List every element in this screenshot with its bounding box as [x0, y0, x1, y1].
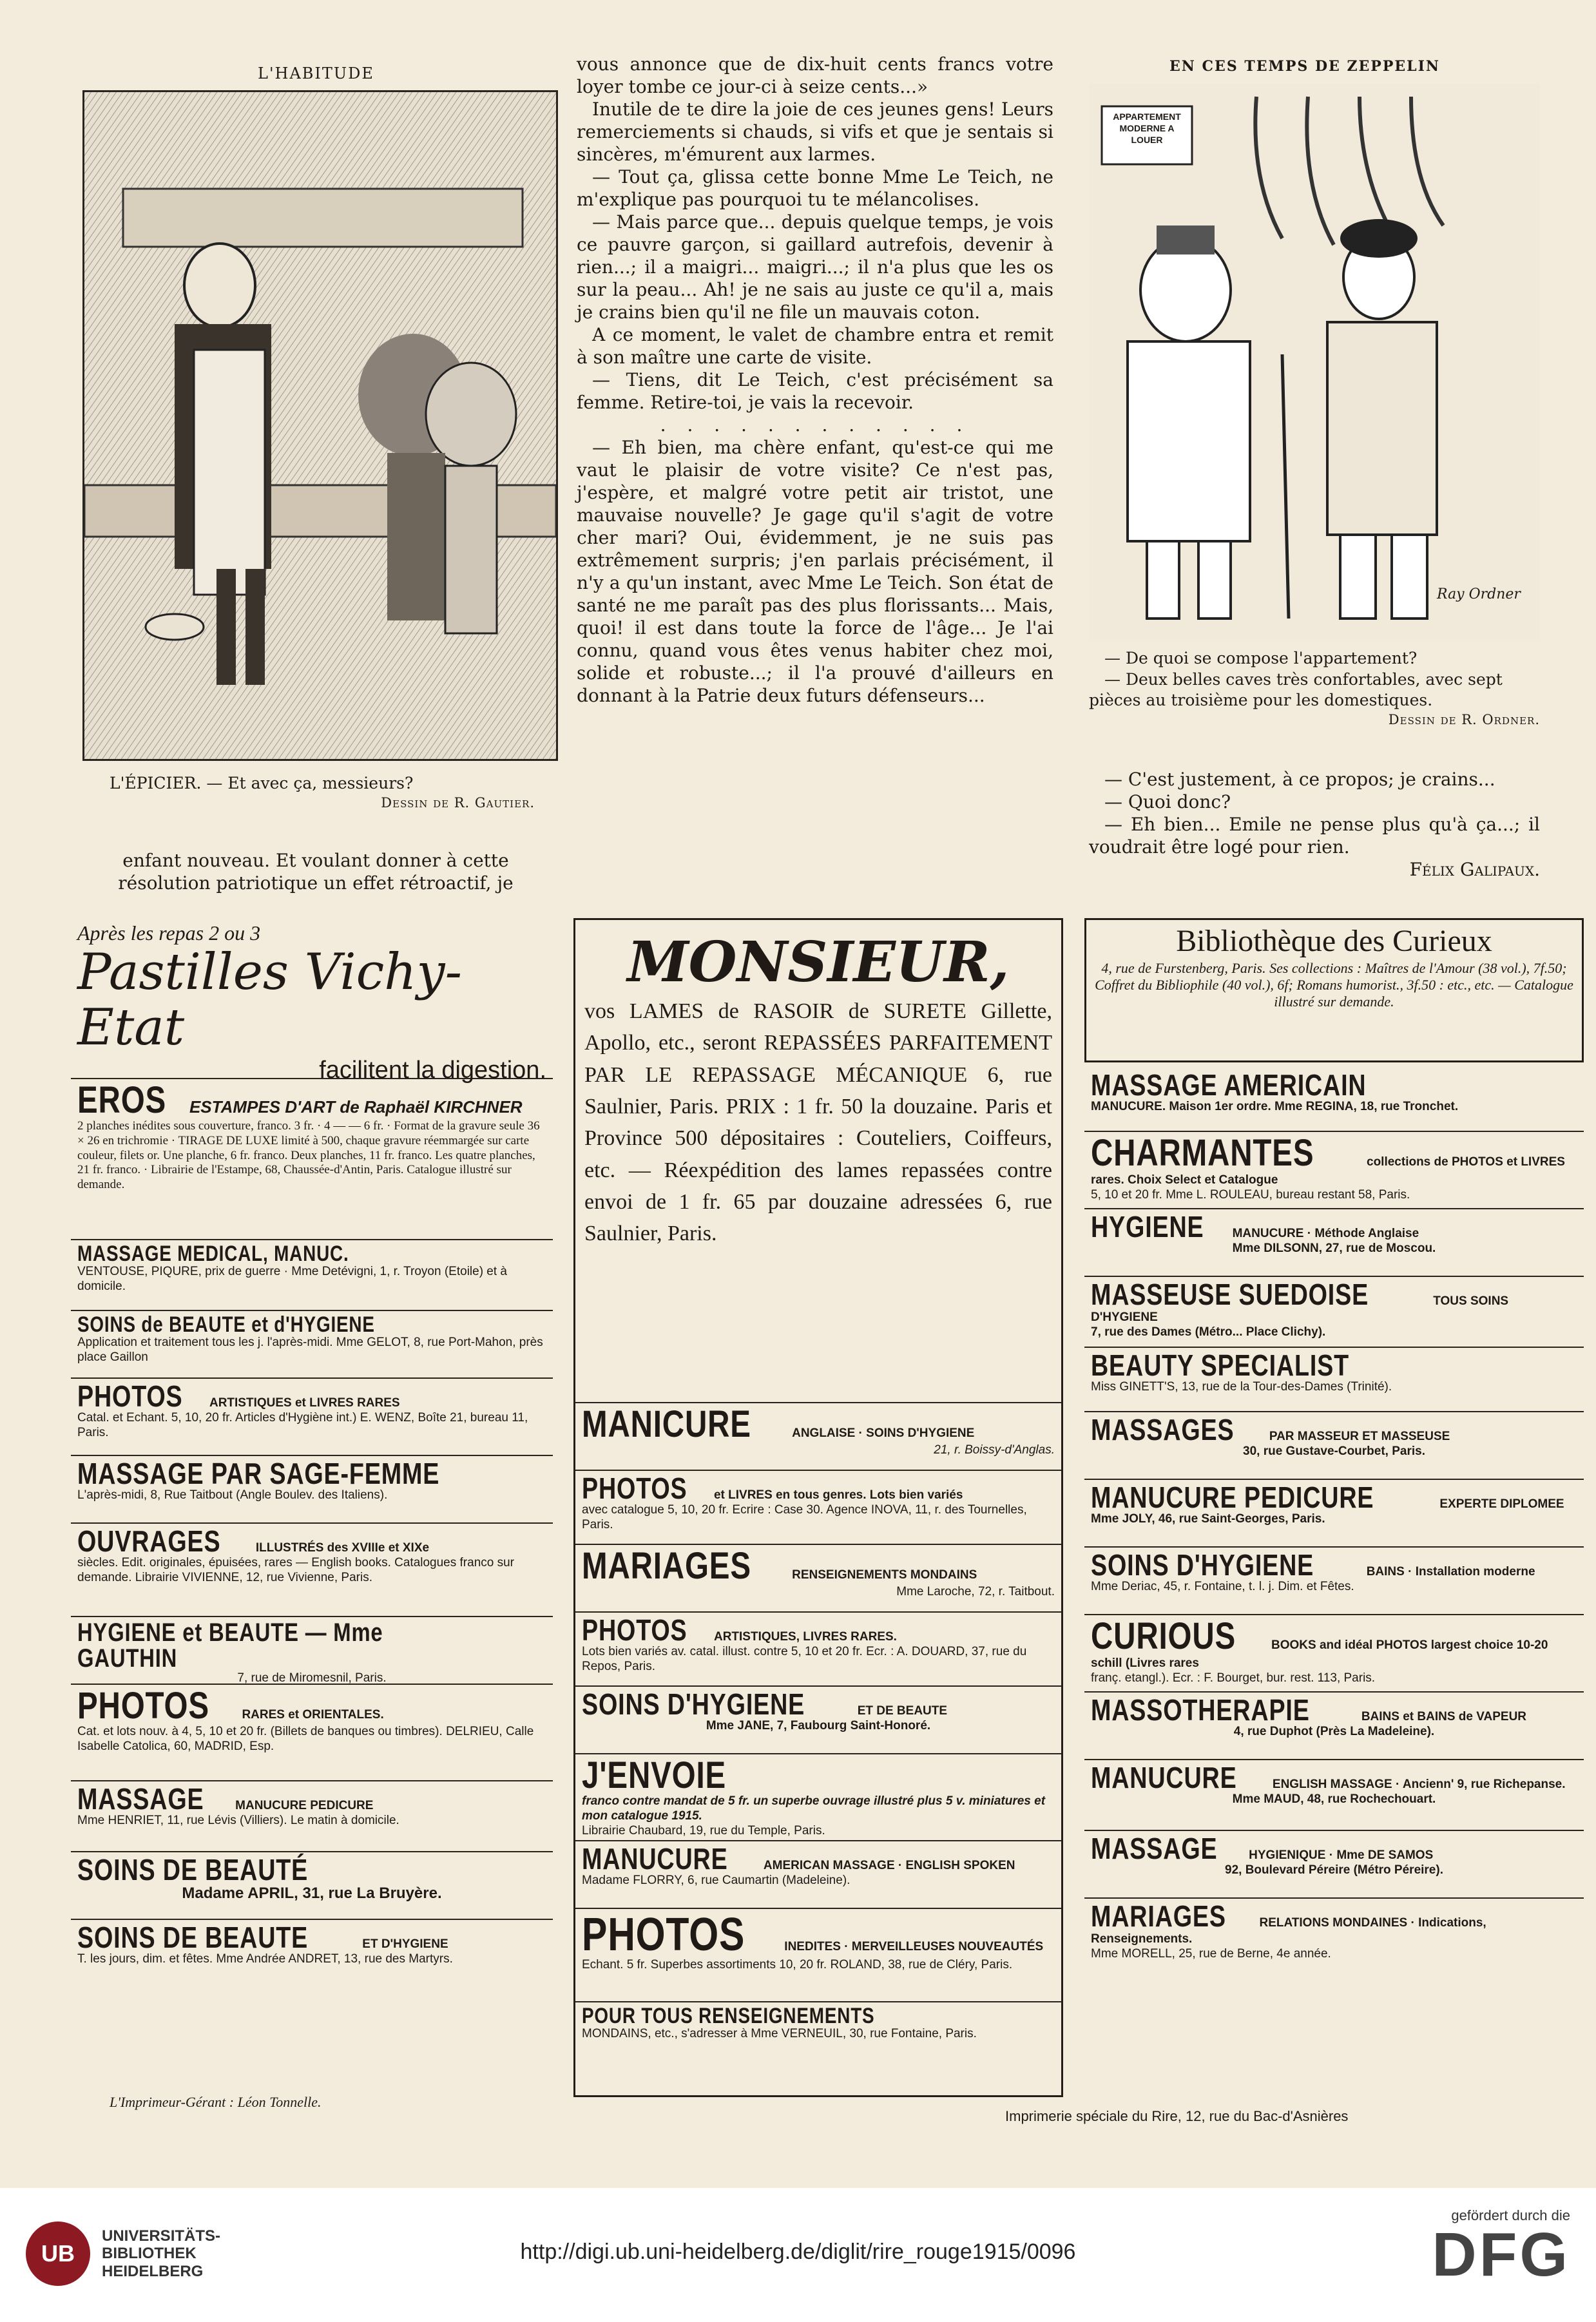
ad-subtitle: BAINS · Installation moderne	[1366, 1565, 1535, 1578]
library-footer	[0, 2188, 1596, 2322]
ad-body: T. les jours, dim. et fêtes. Mme Andrée ANDRET, 13, rue des Martyrs.	[77, 1952, 453, 1966]
ad-body: Lots bien variés av. catal. illust. contre 5, 10 et 20 fr. Ecr. : A. DOUARD, 37, rue du Repos, Paris.	[582, 1645, 1027, 1673]
ad-masseuse-suedoise	[1084, 1277, 1584, 1348]
ad-subtitle: collections de PHOTOS et LIVRES rares. Choix Select et Catalogue	[1091, 1155, 1565, 1187]
university-line: HEIDELBERG	[102, 2262, 204, 2280]
ad-sage-femme	[71, 1456, 553, 1524]
ad-body: Mme MORELL, 25, rue de Berne, 4e année.	[1091, 1946, 1331, 1961]
imprimerie-line: Imprimerie spéciale du Rire, 12, rue du Bac-d'Asnières	[1005, 2108, 1349, 2124]
ad-body: 5, 10 et 20 fr. Mme L. ROULEAU, bureau restant 58, Paris.	[1091, 1187, 1410, 1202]
ad-manucure-maud	[1084, 1760, 1584, 1831]
left-text-line-1: enfant nouveau. Et voulant donner à cette	[122, 850, 509, 871]
ad-body: Application et traitement tous les j. l'après-midi. Mme GELOT, 8, rue Port-Mahon, près place Gaillon	[77, 1336, 543, 1364]
ad-body: facilitent la digestion.	[319, 1056, 546, 1084]
ad-title: MASSAGE AMERICAIN	[1091, 1068, 1367, 1102]
ad-soins-jane	[575, 1687, 1061, 1754]
ad-body: VENTOUSE, PIQURE, prix de guerre · Mme Detévigni, 1, r. Troyon (Etoile) et à domicile.	[77, 1265, 507, 1293]
ad-bibliotheque	[1084, 918, 1584, 1062]
ad-title: MONSIEUR,	[627, 930, 1010, 995]
ad-photos-roland	[575, 1909, 1061, 2002]
ad-massages	[1084, 1412, 1584, 1480]
story-paragraph: Inutile de te dire la joie de ces jeunes gens! Leurs remerciements si chauds, si vifs et que je sentais si sincères, m'émurent aux larmes.	[577, 99, 1053, 165]
ad-photos-inova	[575, 1471, 1061, 1545]
ad-photos-wenz	[71, 1379, 553, 1456]
story-column	[577, 53, 1053, 707]
ad-april	[71, 1852, 553, 1920]
ads-middle-column	[573, 918, 1063, 2097]
ad-massage-medical	[71, 1240, 553, 1311]
ad-massage-samos	[1084, 1831, 1584, 1899]
ad-body: Madame FLORRY, 6, rue Caumartin (Madeleine).	[582, 1874, 851, 1887]
ad-body: Mme MAUD, 48, rue Rochechouart.	[1232, 1792, 1436, 1806]
story-paragraph: — Eh bien, ma chère enfant, qu'est-ce qui me vaut le plaisir de votre visite? Ce n'est pas, j'espère, et malgré votre petit air tristot, une mauvaise nouvelle? Je gage qu'il s'agit de votre cher mari? Oui, évidemment, je ne suis pas extrêmement surpris; j'en parlais précisément, il n'y a qu'un instant, avec Mme Le Teich. Son état de santé ne me paraît pas des plus florissants... Mais, quoi! il est dans toute la force de l'âge... Je l'ai connu, quand vous êtes venus habiter chez moi, solide et robuste...; il l'a prouvé d'ailleurs en donnant à la Patrie deux futurs défenseurs...	[577, 437, 1053, 706]
ad-manucure-joly	[1084, 1480, 1584, 1548]
ad-soins-deriac	[1084, 1548, 1584, 1615]
ad-title: MARIAGES	[1091, 1899, 1226, 1933]
ad-title: MASSAGE PAR SAGE-FEMME	[77, 1457, 440, 1490]
ad-body: Librairie Chaubard, 19, rue du Temple, Paris.	[582, 1823, 825, 1837]
apartment-sign: APPARTEMENT MODERNE A LOUER	[1113, 111, 1181, 146]
ad-subtitle: MANUCURE PEDICURE	[235, 1799, 374, 1812]
ad-title: MARIAGES	[582, 1545, 751, 1587]
right-caption-line: — De quoi se compose l'appartement?	[1104, 649, 1418, 667]
ad-body: Mme HENRIET, 11, rue Lévis (Villiers). Le matin à domicile.	[77, 1814, 399, 1827]
ad-title: MANUCURE	[1091, 1761, 1237, 1794]
ad-title: MASSEUSE SUEDOISE	[1091, 1278, 1369, 1311]
right-cartoon-title: EN CES TEMPS DE ZEPPELIN	[1169, 58, 1441, 75]
ad-body: Mme JANE, 7, Faubourg Saint-Honoré.	[706, 1719, 931, 1732]
ad-body: MANUCURE. Maison 1er ordre. Mme REGINA, 18, rue Tronchet.	[1091, 1100, 1459, 1113]
ad-subtitle: ANGLAISE · SOINS D'HYGIENE	[792, 1426, 975, 1440]
left-caption-credit: Dessin de R. Gautier.	[381, 794, 535, 811]
right-caption-line: — Deux belles caves très confortables, avec sept pièces au troisième pour les domestiques.	[1089, 669, 1503, 709]
university-seal-icon: UB	[26, 2221, 90, 2286]
ad-title: PHOTOS	[77, 1379, 183, 1413]
ad-title: PHOTOS	[582, 1613, 687, 1647]
ad-subtitle: et LIVRES en tous genres. Lots bien variés	[713, 1488, 963, 1502]
dfg-wordmark: DFG	[1432, 2220, 1570, 2289]
ad-title: SOINS D'HYGIENE	[582, 1687, 805, 1721]
story-paragraph: — Tiens, dit Le Teich, c'est précisément sa femme. Retire-toi, je vais la recevoir.	[577, 369, 1053, 413]
ad-body: siècles. Edit. originales, épuisées, rares — English books. Catalogues franco sur demande. Librairie VIVIENNE, 12, rue Vivienne, Paris.	[77, 1556, 515, 1584]
ordner-signature: Ray Ordner	[1437, 586, 1521, 602]
ad-body: franç. etangl.). Ecr. : F. Bourget, bur. rest. 113, Paris.	[1091, 1671, 1376, 1685]
dfg-logo[interactable]	[1432, 2207, 1570, 2289]
ads-right-column	[1084, 918, 1584, 2097]
ad-title: HYGIENE	[1091, 1210, 1204, 1243]
story-paragraph: — Eh bien... Emile ne pense plus qu'à ça...; il voudrait être logé pour rien.	[1089, 814, 1540, 858]
ad-subtitle: RENSEIGNEMENTS MONDAINS	[792, 1568, 977, 1582]
ad-henriet	[71, 1781, 553, 1852]
ad-soins-beaute	[71, 1311, 553, 1379]
ad-body: Cat. et lots nouv. à 4, 5, 10 et 20 fr. (Billets de banques ou timbres). DELRIEU, Calle Isabelle Catolica, 60, MADRID, Esp.	[77, 1725, 534, 1753]
ad-subtitle: TOUS SOINS D'HYGIENE	[1091, 1294, 1509, 1324]
ad-body: avec catalogue 5, 10, 20 fr. Ecrire : Case 30. Agence INOVA, 11, r. des Tournelles, Paris.	[582, 1503, 1027, 1531]
ad-curious	[1084, 1615, 1584, 1693]
ad-title: MANICURE	[582, 1403, 751, 1445]
ad-body: 2 planches inédites sous couverture, franco. 3 fr. · 4 — — 6 fr. · Format de la gravure seule 36 × 26 en trichromie · TIRAGE DE LUXE limité à 500, chaque gravure réemmargée sur carte couleur, filets or. Une planche, 6 fr. franco. Deux planches, 11 fr. franco. Les quatre planches, 21 fr. franco. · Librairie de l'Estampe, 68, Chaussée-d'Antin, Paris. Catalogue illustré sur demande.	[77, 1119, 540, 1192]
ad-body: 4, rue Duphot (Près La Madeleine).	[1233, 1725, 1435, 1738]
ad-title: SOINS DE BEAUTÉ	[77, 1853, 309, 1886]
ad-title: Pastilles Vichy-Etat	[77, 943, 462, 1057]
left-text-line-2: résolution patriotique un effet rétroactif, je	[118, 872, 514, 894]
right-story-column	[1089, 768, 1540, 881]
ad-subtitle: ET D'HYGIENE	[362, 1937, 448, 1951]
ad-body: Mme Laroche, 72, r. Taitbout.	[896, 1585, 1055, 1598]
left-cartoon-caption	[110, 773, 535, 812]
ad-title: SOINS de BEAUTE et d'HYGIENE	[77, 1312, 375, 1337]
ad-subtitle: ILLUSTRÉS des XVIIIe et XIXe	[255, 1541, 430, 1555]
ad-title: CURIOUS	[1091, 1615, 1236, 1657]
ad-title: Bibliothèque des Curieux	[1176, 924, 1492, 958]
ad-vichy	[71, 918, 553, 1084]
ad-subtitle: PAR MASSEUR ET MASSEUSE	[1269, 1430, 1450, 1443]
ad-title: MANUCURE	[582, 1842, 728, 1876]
ad-subtitle: MANUCURE · Méthode Anglaise	[1232, 1227, 1419, 1240]
ad-title: MASSAGES	[1091, 1413, 1235, 1446]
ad-body: 7, rue de Miromesnil, Paris.	[237, 1671, 387, 1685]
ad-subtitle: INEDITES · MERVEILLEUSES NOUVEAUTÉS	[784, 1940, 1044, 1953]
ad-monsieur	[575, 920, 1061, 1403]
story-paragraph: — Mais parce que... depuis quelque temps, je vois ce pauvre garçon, si gaillard autrefois, devenir à rien...; il a maigri... maigri...; il n'a plus que les os sur la peau... Ah! je ne sais au juste ce qu'il a, mais je crains bien qu'il ne file un mauvais coton.	[577, 211, 1053, 323]
ad-title: EROS	[77, 1079, 167, 1121]
ad-subtitle: ARTISTIQUES, LIVRES RARES.	[713, 1630, 897, 1644]
ad-mariages-morell	[1084, 1899, 1584, 1968]
story-paragraph: A ce moment, le valet de chambre entra et remit à son maître une carte de visite.	[577, 324, 1053, 368]
ad-ouvrages	[71, 1524, 553, 1617]
ad-body: 21, r. Boissy-d'Anglas.	[934, 1443, 1055, 1457]
ad-body: L'après-midi, 8, Rue Taitbout (Angle Boulev. des Italiens).	[77, 1488, 388, 1502]
ad-body: 7, rue des Dames (Métro... Place Clichy).	[1091, 1325, 1326, 1339]
ad-hygiene-dilsonn	[1084, 1209, 1584, 1277]
ad-subtitle: ESTAMPES D'ART de Raphaël KIRCHNER	[189, 1097, 523, 1117]
zeppelin-illustration	[1089, 84, 1540, 641]
right-caption-credit: Dessin de R. Ordner.	[1388, 711, 1540, 727]
story-separator: . . . . . . . . . . . .	[660, 414, 970, 436]
ad-subtitle: RARES et ORIENTALES.	[242, 1708, 384, 1722]
ad-body: Mme Deriac, 45, r. Fontaine, t. l. j. Dim. et Fêtes.	[1091, 1580, 1354, 1593]
ad-body: vos LAMES de RASOIR de SURETE Gillette, Apollo, etc., seront REPASSÉES PARFAITEMENT PAR LE REPASSAGE MÉCANIQUE 6, rue Saulnier, Paris. PRIX : 1 fr. 50 la douzaine. Paris et Province 500 dépositaires : Couteliers, Coiffeurs, etc. — Réexpédition des lames repassées contre envoi de 1 fr. 65 par douzaine adressées 6, rue Saulnier, Paris.	[584, 999, 1052, 1246]
ad-title: PHOTOS	[77, 1685, 209, 1727]
ad-body: Mme JOLY, 46, rue Saint-Georges, Paris.	[1091, 1512, 1325, 1526]
ad-title: OUVRAGES	[77, 1524, 221, 1558]
story-paragraph: vous annonce que de dix-huit cents francs votre loyer tombe ce jour-ci à seize cents...»	[577, 53, 1053, 97]
ad-massotherapie	[1084, 1693, 1584, 1760]
ad-body: Miss GINETT'S, 13, rue de la Tour-des-Dames (Trinité).	[1091, 1380, 1392, 1394]
ad-andret	[71, 1920, 553, 1990]
ad-verneuil	[575, 2002, 1061, 2072]
ad-title: PHOTOS	[582, 1472, 687, 1505]
left-cartoon-title: L'HABITUDE	[258, 64, 374, 82]
ad-subtitle: HYGIENIQUE · Mme DE SAMOS	[1249, 1848, 1434, 1862]
ad-body: 30, rue Gustave-Courbet, Paris.	[1243, 1444, 1425, 1458]
ad-massage-americain	[1084, 1068, 1584, 1132]
imprimeur-gerant: L'Imprimeur-Gérant : Léon Tonnelle.	[110, 2094, 322, 2110]
ad-title: PHOTOS	[582, 1909, 745, 1961]
ad-charmantes	[1084, 1132, 1584, 1209]
ad-title: MASSAGE	[1091, 1832, 1218, 1865]
ad-gauthin	[71, 1617, 553, 1685]
grocer-illustration	[82, 90, 558, 761]
ad-jenvoie	[575, 1754, 1061, 1841]
right-cartoon-caption	[1089, 648, 1540, 729]
ad-title: J'ENVOIE	[582, 1754, 727, 1796]
left-continued-text	[71, 849, 561, 894]
ad-body: Echant. 5 fr. Superbes assortiments 10, 20 fr. ROLAND, 38, rue de Cléry, Paris.	[582, 1958, 1013, 1972]
ad-body: Mme DILSONN, 27, rue de Moscou.	[1232, 1242, 1436, 1255]
ad-subtitle: AMERICAN MASSAGE · ENGLISH SPOKEN	[763, 1859, 1015, 1872]
ad-title: MASSAGE MEDICAL, MANUC.	[77, 1242, 349, 1266]
story-paragraph: — Quoi donc?	[1104, 791, 1231, 812]
ad-title: POUR TOUS RENSEIGNEMENTS	[582, 2004, 875, 2028]
ad-title: MASSAGE	[77, 1782, 204, 1816]
ad-body: Madame APRIL, 31, rue La Bruyère.	[182, 1885, 442, 1902]
ad-subtitle: ARTISTIQUES et LIVRES RARES	[209, 1396, 400, 1410]
ad-subtitle: RELATIONS MONDAINES · Indications, Renseignements.	[1091, 1916, 1486, 1946]
ad-body: Catal. et Echant. 5, 10, 20 fr. Articles d'Hygiène int.) E. WENZ, Boîte 21, bureau 11, Paris.	[77, 1411, 528, 1439]
author-signature: Félix Galipaux.	[1409, 859, 1540, 880]
ad-title: HYGIENE et BEAUTE — Mme GAUTHIN	[77, 1618, 383, 1673]
ad-title: CHARMANTES	[1091, 1132, 1314, 1174]
ad-subtitle: BAINS et BAINS de VAPEUR	[1361, 1710, 1527, 1723]
ad-mariages-laroche	[575, 1545, 1061, 1613]
ad-title: BEAUTY SPECIALIST	[1091, 1348, 1349, 1382]
ad-subtitle: franco contre mandat de 5 fr. un superbe ouvrage illustré plus 5 v. miniatures et mon catalogue 1915.	[582, 1794, 1046, 1823]
ad-subtitle: EXPERTE DIPLOMEE	[1439, 1497, 1564, 1511]
ad-title: MANUCURE PEDICURE	[1091, 1481, 1374, 1514]
ad-body: 4, rue de Furstenberg, Paris. Ses collections : Maîtres de l'Amour (38 vol.), 7f.50; Coffret du Bibliophile (40 vol.), 6f; Romans humorist., 3f.50 : etc., etc. — Catalogue illustré sur demande.	[1095, 959, 1573, 1010]
ad-head: Après les repas 2 ou 3	[77, 921, 261, 945]
funded-by-label: gefördert durch die	[1451, 2207, 1570, 2223]
ad-eros	[71, 1079, 553, 1240]
ad-photos-douard	[575, 1613, 1061, 1687]
university-line: UNIVERSITÄTS-	[102, 2227, 221, 2245]
ad-title: SOINS D'HYGIENE	[1091, 1548, 1314, 1582]
university-line: BIBLIOTHEK	[102, 2245, 197, 2263]
ad-body: MONDAINS, etc., s'adresser à Mme VERNEUIL, 30, rue Fontaine, Paris.	[582, 2027, 977, 2040]
left-caption-text: L'ÉPICIER. — Et avec ça, messieurs?	[110, 774, 414, 792]
ad-photos-delrieu	[71, 1685, 553, 1781]
ads-left-column	[71, 918, 553, 2091]
ad-manicure-anglaise	[575, 1403, 1061, 1471]
story-paragraph: — C'est justement, à ce propos; je crains...	[1104, 769, 1495, 790]
ad-beauty-specialist	[1084, 1348, 1584, 1412]
permalink[interactable]: http://digi.ub.uni-heidelberg.de/diglit/rire_rouge1915/0096	[520, 2240, 1076, 2264]
ad-body: 92, Boulevard Péreire (Métro Péreire).	[1225, 1863, 1443, 1877]
ad-title: SOINS DE BEAUTE	[77, 1921, 309, 1954]
ad-manucure-florry	[575, 1841, 1061, 1909]
ad-subtitle: ET DE BEAUTE	[857, 1704, 948, 1718]
story-paragraph: — Tout ça, glissa cette bonne Mme Le Teich, ne m'explique pas pourquoi tu te mélancolises.	[577, 166, 1053, 210]
ad-subtitle: BOOKS and idéal PHOTOS largest choice 10-20 schill (Livres rares	[1091, 1638, 1548, 1670]
ad-subtitle: ENGLISH MASSAGE · Ancienn' 9, rue Richepanse.	[1272, 1778, 1566, 1791]
ad-title: MASSOTHERAPIE	[1091, 1693, 1310, 1727]
